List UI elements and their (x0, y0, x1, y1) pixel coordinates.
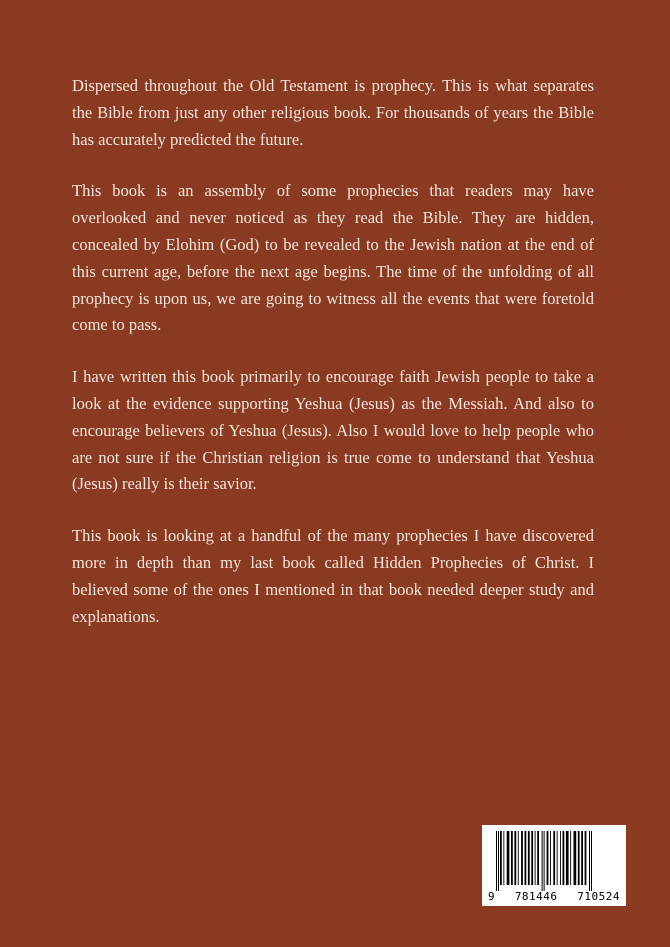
barcode-bar (514, 831, 516, 885)
barcode-bars (482, 825, 626, 893)
barcode-digits-left: 781446 (514, 890, 558, 903)
blurb-paragraph-4: This book is looking at a handful of the many prophecies I have discovered more in depth than my last book called Hidden Prophecies of Christ. I believed some of the ones I mentioned in that book needed deeper study and explanations. (72, 526, 594, 626)
barcode-bar (585, 831, 587, 885)
barcode-bar (542, 831, 543, 891)
barcode-bar (566, 831, 569, 885)
barcode-number (488, 891, 620, 903)
barcode-bar (496, 831, 497, 891)
barcode-bar (525, 831, 527, 885)
barcode-bar (589, 831, 590, 891)
barcode-bar (503, 831, 504, 885)
barcode-digits-right: 710524 (577, 890, 620, 903)
barcode-bar (498, 831, 499, 891)
barcode-bar (528, 831, 530, 885)
barcode-bar (500, 831, 502, 885)
blurb-paragraph-3: I have written this book primarily to encourage faith Jewish people to take a look at the evidence supporting Yeshua (Jesus) as the Messiah. And also to encourage believers of Yeshua (Jesus). Also I would love to help people who are not sure if the Christian religion is true come to understand that Yeshua (Jesus) really is their savior. (72, 367, 594, 494)
barcode-bar (574, 831, 577, 885)
barcode-bar (518, 831, 519, 885)
barcode-bar (547, 831, 549, 885)
barcode-digit-first: 9 (488, 890, 496, 903)
barcode-bar (521, 831, 523, 885)
blurb-paragraph-1: Dispersed throughout the Old Testament is prophecy. This is what separates the Bible from just any other religious book. For thousands of years the Bible has accurately predicted the future. (72, 76, 594, 149)
barcode-bar (557, 831, 558, 885)
barcode-bar (570, 831, 571, 885)
barcode-bar (560, 831, 561, 885)
barcode-bar (553, 831, 555, 885)
barcode-bar (507, 831, 510, 885)
barcode-bar (578, 831, 580, 885)
barcode-bar (535, 831, 536, 885)
barcode-bar (550, 831, 551, 885)
barcode-bar (544, 831, 545, 891)
isbn-barcode (482, 825, 626, 906)
barcode-bar (537, 831, 539, 885)
blurb-text (72, 73, 594, 655)
barcode-bar (563, 831, 565, 885)
barcode-bar (531, 831, 533, 885)
barcode-bar (581, 831, 583, 885)
barcode-bar (511, 831, 513, 885)
blurb-paragraph-2: This book is an assembly of some prophecies that readers may have overlooked and never noticed as they read the Bible. They are hidden, concealed by Elohim (God) to be revealed to the Jewish nation at the end of this current age, before the next age begins. The time of the unfolding of all prophecy is upon us, we are going to witness all the events that were foretold come to pass. (72, 181, 594, 335)
barcode-bar (591, 831, 592, 891)
